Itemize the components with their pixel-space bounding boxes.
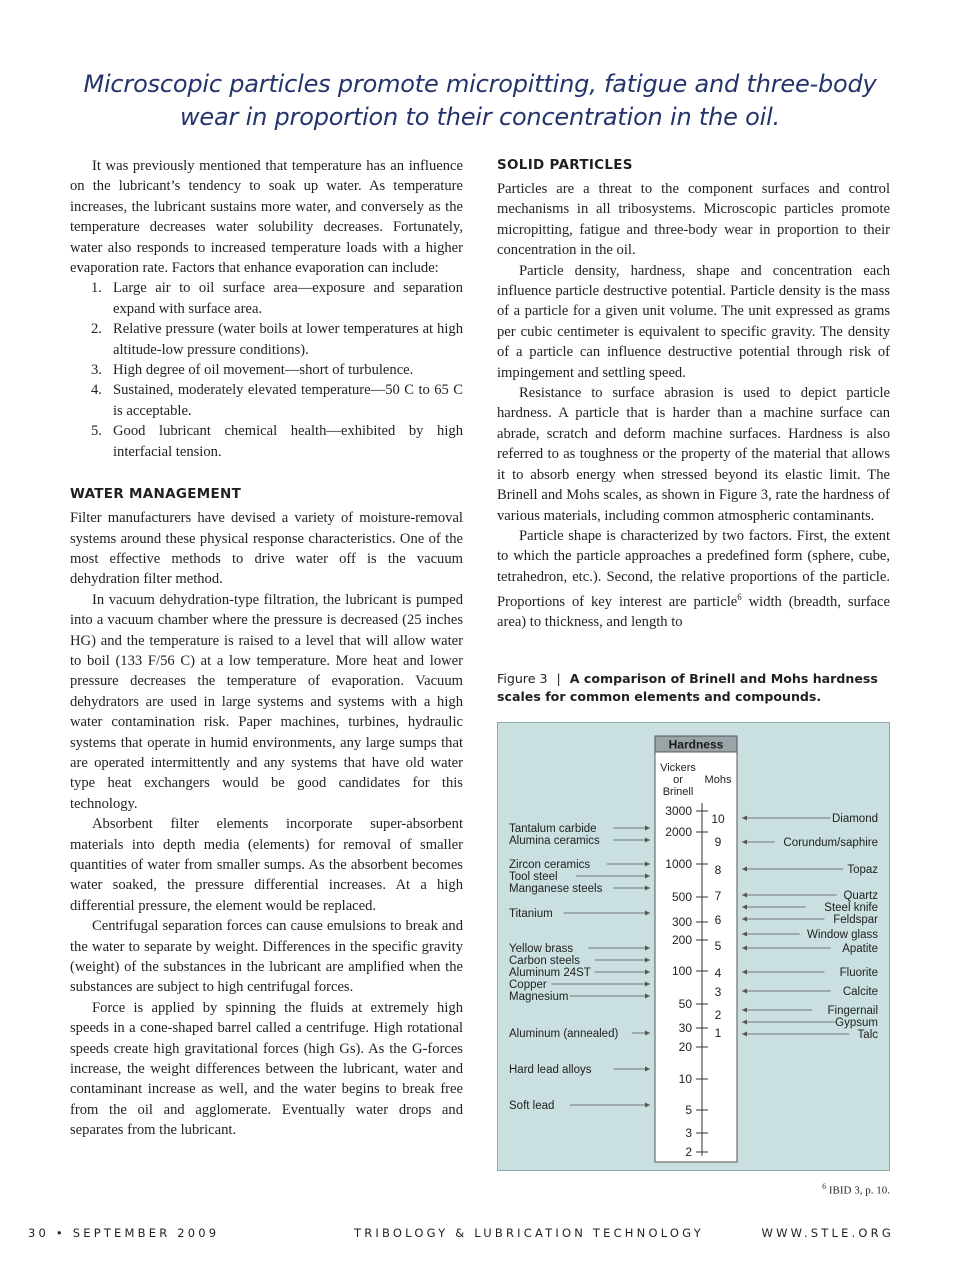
material-label-right: Quartz	[843, 890, 878, 902]
list-item: 2. Relative pressure (water boils at lower temperatures at high altitude-low pressure conditions).	[91, 321, 463, 358]
intro-paragraph: It was previously mentioned that temperature has an influence on the lubricant’s tendency to soak up water. As temperature increases, the lubricant sustains more water, and conversely as the temperature decreases water solubility decreases. Fortunately, water also responds to increased temperature loads with a higher evaporation rate. Factors that enhance evaporation can include:	[70, 158, 463, 277]
arrowhead-left	[645, 946, 650, 951]
list-item: 1. Large air to oil surface area—exposure and separation expand with surface area.	[91, 280, 463, 317]
body-paragraph: Filter manufacturers have devised a variety of moisture-removal systems around these physical response characteristics. One of the most effective methods to drive water off is the vacuum dehydration filter method.	[70, 510, 463, 588]
footer-page-date: 30 • SEPTEMBER 2009	[28, 1226, 220, 1240]
mohs-tick-label: 6	[714, 913, 722, 927]
mohs-tick-label: 10	[711, 812, 725, 826]
arrowhead-right	[742, 840, 747, 845]
water-management-heading: WATER MANAGEMENT	[70, 486, 242, 503]
mohs-tick-label: 9	[714, 835, 722, 849]
arrowhead-left	[645, 838, 650, 843]
material-label-left: Copper	[509, 979, 547, 991]
mohs-tick-label: 5	[714, 939, 722, 953]
arrowhead-left	[645, 958, 650, 963]
vickers-header: Vickers	[660, 762, 696, 774]
body-paragraph: Force is applied by spinning the fluids at extremely high speeds in a cone-shaped barrel called a centrifuge. High rotational speeds create high gravitational forces (high Gs). As the G-forces increase, the weight differences between the lubricant, water and contaminant increase as well, and the water begins to break free from the oil and agglomerate. Eventually water drops and separates from the lubricant.	[70, 999, 463, 1139]
vickers-tick-label: 10	[678, 1072, 692, 1086]
arrowhead-left	[645, 982, 650, 987]
mohs-header: Mohs	[704, 774, 732, 786]
right-column	[497, 156, 890, 633]
arrowhead-left	[645, 886, 650, 891]
evaporation-factors-list	[70, 278, 463, 462]
arrowhead-right	[742, 905, 747, 910]
arrowhead-right	[742, 932, 747, 937]
material-label-left: Soft lead	[509, 1100, 555, 1112]
material-label-right: Feldspar	[833, 914, 878, 926]
list-item: 5. Good lubricant chemical health—exhibited by high interfacial tension.	[91, 423, 463, 460]
arrowhead-right	[742, 946, 747, 951]
body-paragraph: Resistance to surface abrasion is used to depict particle hardness. A particle that is harder than a machine surface can abrade, scratch and deform machine surfaces. Hardness is also referred to as toughness or the property of the material that allows it to absorb energy when stressed beyond its elastic limit. The Brinell and Mohs scales, as shown in Figure 3, rate the hardness of various materials, including common atmospheric contaminants.	[497, 385, 890, 524]
material-label-right: Talc	[857, 1029, 878, 1041]
material-label-left: Titanium	[509, 908, 553, 920]
figure-caption-text: A comparison of Brinell and Mohs hardness scales for common elements and compounds.	[497, 671, 878, 704]
material-label-right: Window glass	[807, 929, 878, 941]
vickers-tick-label: 3	[685, 1126, 692, 1140]
pull-quote-line-2: wear in proportion to their concentration in the oil.	[180, 103, 780, 131]
material-label-right: Gypsum	[835, 1017, 878, 1029]
material-label-right: Diamond	[831, 813, 878, 825]
footnote-number: 6	[822, 1182, 827, 1191]
arrowhead-left	[645, 874, 650, 879]
body-paragraph: Particle density, hardness, shape and concentration each influence particle destructive potential. Particle density is the mass of a particle for a given unit volume. The unit expressed as grams per cubic centimeter is equivalent to specific gravity. The density of a particle can influence destructive potential through risk of impingement and settling speed.	[497, 262, 890, 381]
vickers-tick-label: 200	[671, 933, 692, 947]
pull-quote-line-1: Microscopic particles promote micropitting, fatigue and three-body	[83, 70, 877, 98]
vickers-tick-label: 300	[671, 915, 692, 929]
hardness-figure	[497, 722, 890, 1171]
list-item: 3. High degree of oil movement—short of turbulence.	[91, 362, 414, 379]
mohs-tick-label: 2	[714, 1008, 722, 1022]
hardness-header: Hardness	[668, 737, 724, 752]
material-label-left: Manganese steels	[509, 883, 603, 895]
material-label-left: Carbon steels	[509, 955, 580, 967]
vickers-tick-label: 3000	[665, 804, 692, 818]
hardness-chart	[498, 723, 891, 1172]
scale-column	[655, 736, 737, 1162]
figure-separator: |	[556, 671, 561, 686]
mohs-tick-label: 7	[714, 889, 722, 903]
arrowhead-left	[645, 862, 650, 867]
footer-magazine: TRIBOLOGY & LUBRICATION TECHNOLOGY	[354, 1226, 704, 1240]
material-label-left: Hard lead alloys	[509, 1064, 592, 1076]
solid-particles-heading: SOLID PARTICLES	[497, 157, 633, 173]
material-label-right: Fluorite	[839, 967, 878, 979]
or-header: or	[673, 774, 683, 786]
arrowhead-right	[742, 893, 747, 898]
material-label-right: Corundum/saphire	[783, 837, 878, 849]
vickers-tick-label: 50	[678, 997, 692, 1011]
arrowhead-right	[742, 970, 747, 975]
arrowhead-left	[645, 970, 650, 975]
material-label-right: Calcite	[842, 986, 878, 998]
pull-quote	[60, 68, 900, 134]
vickers-tick-label: 1000	[665, 857, 692, 871]
material-label-left: Tantalum carbide	[509, 823, 597, 835]
arrowhead-right	[742, 1020, 747, 1025]
footnote-text: IBID 3, p. 10.	[826, 1184, 890, 1197]
body-paragraph: Absorbent filter elements incorporate super-absorbent materials into depth media (elements) for removal of smaller quantities of water from smaller sumps. As the absorbent becomes water soaked, the pressure differential increases. At a high differential pressure, the element would be replaced.	[70, 816, 463, 914]
arrowhead-right	[742, 989, 747, 994]
material-label-left: Alumina ceramics	[509, 835, 600, 847]
brinell-header: Brinell	[662, 786, 694, 798]
arrowhead-right	[742, 816, 747, 821]
arrowhead-left	[645, 994, 650, 999]
material-label-left: Magnesium	[509, 991, 569, 1003]
body-paragraph: In vacuum dehydration-type filtration, the lubricant is pumped into a vacuum chamber where the pressure is decreased (25 inches HG) and the temperature is raised to a level that will allow water to boil (133 F/56 C) at a low temperature. More heat and lower pressure decreases the temperature of evaporation. Vacuum dehydrators are used in large systems and systems with a high water contamination risk. Paper machines, turbines, hydraulic systems that operate in humid environments, any large sumps that are operated intermittently and any systems that have old water type heat exchangers would be good candidates for this technology.	[70, 591, 463, 812]
vickers-tick-label: 2000	[665, 825, 692, 839]
material-label-right: Apatite	[842, 943, 878, 955]
arrowhead-right	[742, 1008, 747, 1013]
arrowhead-left	[645, 1067, 650, 1072]
arrowhead-left	[645, 826, 650, 831]
body-paragraph: Particle shape is characterized by two factors. First, the extent to which the particle approaches a predefined form (sphere, cube, tetrahedron, etc.). Second, the relative proportions of the particle. Proportions of key interest are particle$^6$ width (breadth, surface area) to thickness, and length to	[497, 527, 890, 631]
vickers-tick-label: 2	[685, 1145, 692, 1159]
vickers-tick-label: 30	[678, 1021, 692, 1035]
figure-caption	[497, 670, 892, 706]
footnote	[822, 1182, 890, 1197]
mohs-tick-label: 3	[714, 985, 722, 999]
arrowhead-right	[742, 917, 747, 922]
material-label-left: Tool steel	[509, 871, 558, 883]
arrowhead-left	[645, 1031, 650, 1036]
mohs-tick-label: 8	[714, 863, 722, 877]
material-label-left: Aluminum 24ST	[509, 967, 591, 979]
vickers-tick-label: 100	[671, 964, 692, 978]
left-column	[70, 156, 463, 1141]
arrowhead-right	[742, 1032, 747, 1037]
figure-label: Figure 3	[497, 671, 548, 686]
mohs-tick-label: 4	[714, 966, 722, 980]
arrowhead-left	[645, 1103, 650, 1108]
body-paragraph: Centrifugal separation forces can cause emulsions to break and the water to separate by weight. Differences in the specific gravity (weight) of the substances in the lubricant are amplified when the substances are subject to high centrifugal forces.	[70, 918, 463, 996]
material-label-right: Topaz	[847, 864, 878, 876]
material-label-right: Steel knife	[824, 902, 878, 914]
vickers-tick-label: 500	[671, 890, 692, 904]
arrowhead-right	[742, 867, 747, 872]
material-label-left: Yellow brass	[509, 943, 574, 955]
list-item: 4. Sustained, moderately elevated temperature—50 C to 65 C is acceptable.	[91, 382, 463, 419]
material-label-left: Aluminum (annealed)	[509, 1028, 619, 1040]
arrowhead-left	[645, 911, 650, 916]
vickers-tick-label: 5	[685, 1103, 692, 1117]
mohs-tick-label: 1	[714, 1026, 722, 1040]
material-label-left: Zircon ceramics	[509, 859, 591, 871]
material-label-right: Fingernail	[827, 1005, 878, 1017]
footer-url: WWW.STLE.ORG	[761, 1226, 894, 1240]
body-paragraph: Particles are a threat to the component surfaces and control mechanisms in all tribosystems. Microscopic particles promote micropitting, fatigue and three-body wear in proportion to their concentration in the oil.	[497, 181, 890, 259]
vickers-tick-label: 20	[678, 1040, 692, 1054]
footnote-ref: 6	[737, 592, 742, 603]
